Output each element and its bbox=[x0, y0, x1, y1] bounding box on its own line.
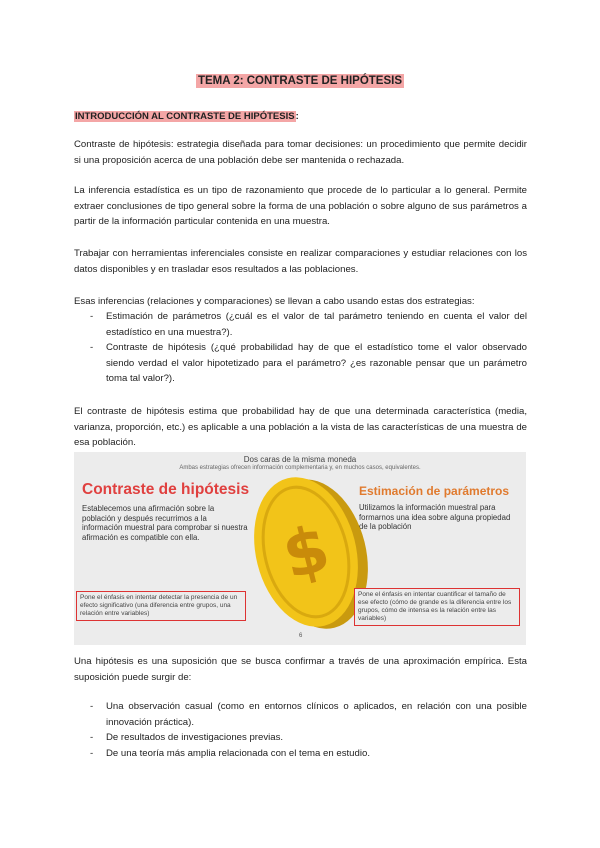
left-title: Contraste de hipótesis bbox=[82, 481, 250, 498]
sources-list bbox=[74, 699, 527, 761]
paragraph-hypothesis-test: El contraste de hipótesis estima que probabilidad hay de que una determinada característica (media, varianza, proporción, etc.) es aplicable a una población a la vista de las características de una muestra de esa población. bbox=[74, 406, 527, 448]
strategies-list bbox=[74, 309, 527, 387]
left-text: Establecemos una afirmación sobre la población y después recurrimos a la información muestral para comprobar si nuestra afirmación es compatible con ella. bbox=[82, 504, 248, 542]
left-emphasis-box: Pone el énfasis en intentar detectar la presencia de un efecto significativo (una diferencia entre grupos, una relación entre variables) bbox=[76, 591, 246, 621]
page-title: TEMA 2: CONTRASTE DE HIPÓTESIS bbox=[197, 75, 403, 87]
paragraph-strategies-intro: Esas inferencias (relaciones y comparaciones) se llevan a cabo usando estas dos estrategias: bbox=[74, 296, 475, 307]
figure-heading: Dos caras de la misma moneda bbox=[243, 455, 357, 464]
paragraph-inference: La inferencia estadística es un tipo de razonamiento que procede de lo particular a lo general. Permite extraer conclusiones de tipo general sobre la forma de una población o sobre alguno de sus parámetros a partir de la información particular contenida en una muestra. bbox=[74, 185, 527, 227]
list-item: - De resultados de investigaciones previas. bbox=[90, 732, 284, 743]
paragraph-definition: Contraste de hipótesis: estrategia diseñada para tomar decisiones: un procedimiento que permite decidir si una proposición acerca de una población debe ser mantenida o rechazada. bbox=[74, 139, 527, 166]
paragraph-tools: Trabajar con herramientas inferenciales consiste en realizar comparaciones y estudiar relaciones con los datos disponibles y en trasladar esos resultados a las poblaciones. bbox=[74, 248, 527, 275]
two-sides-figure bbox=[74, 452, 526, 645]
coin-dollar-icon: $ bbox=[275, 511, 337, 595]
list-item: - Estimación de parámetros (¿cuál es el valor de tal parámetro teniendo en cuenta el valor del estadístico en una muestra?). bbox=[90, 311, 527, 338]
section-heading: INTRODUCCIÓN AL CONTRASTE DE HIPÓTESIS: bbox=[75, 111, 299, 122]
list-item: - Contraste de hipótesis (¿qué probabilidad hay de que el estadístico tome el valor observado siendo verdad el valor hipotetizado para el parámetro? ¿es razonable pensar que un parámetro toma tal valor?). bbox=[90, 342, 527, 384]
list-item: - Una observación casual (como en entornos clínicos o aplicados, en relación con una posible innovación práctica). bbox=[90, 701, 527, 728]
right-title: Estimación de parámetros bbox=[359, 484, 510, 498]
paragraph-hypothesis-definition: Una hipótesis es una suposición que se busca confirmar a través de una aproximación empírica. Esta suposición puede surgir de: bbox=[74, 656, 527, 683]
figure-subheading: Ambas estrategias ofrecen información complementaria y, en muchos casos, equivalentes. bbox=[179, 465, 421, 471]
figure-page-number: 6 bbox=[299, 633, 303, 639]
coin-image bbox=[242, 466, 372, 636]
right-emphasis-box: Pone el énfasis en intentar cuantificar el tamaño de ese efecto (cómo de grande es la diferencia entre los grupos, cómo de intensa es la relación entre las variables) bbox=[354, 588, 520, 626]
right-text: Utilizamos la información muestral para formarnos una idea sobre alguna propiedad de la población bbox=[359, 503, 511, 531]
list-item: - De una teoría más amplia relacionada con el tema en estudio. bbox=[90, 747, 370, 759]
